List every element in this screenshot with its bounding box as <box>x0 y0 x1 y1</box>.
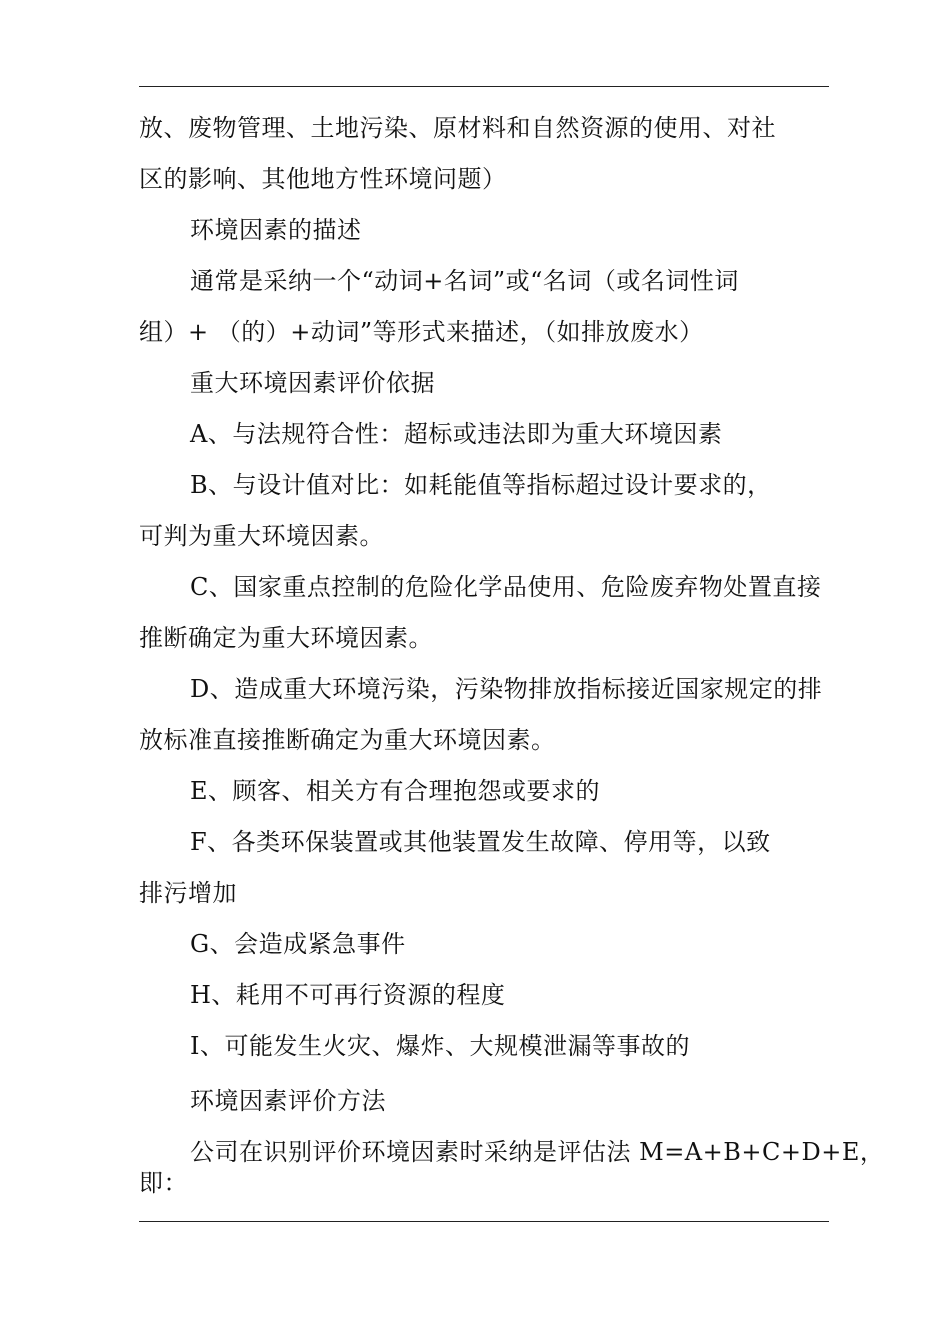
text-line: 放、废物管理、土地污染、原材料和自然资源的使用、对社 <box>139 114 776 142</box>
footer-rule <box>139 1221 829 1222</box>
list-item: E、顾客、相关方有合理抱怨或要求的 <box>190 777 601 805</box>
text-line: 通常是采纳一个“动词+名词”或“名词（或名词性词 <box>190 267 739 295</box>
list-item: G、会造成紧急事件 <box>190 930 406 958</box>
text-line: 即： <box>139 1169 188 1197</box>
text-line: 组）+ （的）+动词”等形式来描述，（如排放废水） <box>139 318 704 346</box>
list-item: I、可能发生火灾、爆炸、大规模泄漏等事故的 <box>190 1032 690 1060</box>
text-line: 区的影响、其他地方性环境问题） <box>139 165 507 193</box>
list-item: H、耗用不可再行资源的程度 <box>190 981 506 1009</box>
list-item: A、与法规符合性：超标或违法即为重大环境因素 <box>190 420 723 448</box>
text-line: 排污增加 <box>139 879 237 907</box>
list-item: C、国家重点控制的危险化学品使用、危险废弃物处置直接 <box>190 573 822 601</box>
text-line: 推断确定为重大环境因素。 <box>139 624 433 652</box>
section-heading: 环境因素评价方法 <box>190 1087 386 1115</box>
list-item: F、各类环保装置或其他装置发生故障、停用等，以致 <box>190 828 771 856</box>
header-rule <box>139 86 829 87</box>
list-item: D、造成重大环境污染，污染物排放指标接近国家规定的排 <box>190 675 823 703</box>
list-item: B、与设计值对比：如耗能值等指标超过设计要求的， <box>190 471 772 499</box>
text-line: 可判为重大环境因素。 <box>139 522 384 550</box>
section-heading: 重大环境因素评价依据 <box>190 369 435 397</box>
text-line: 放标准直接推断确定为重大环境因素。 <box>139 726 556 754</box>
section-heading: 环境因素的描述 <box>190 216 362 244</box>
text-line: 公司在识别评价环境因素时采纳是评估法 M=A+B+C+D+E， <box>190 1138 885 1166</box>
